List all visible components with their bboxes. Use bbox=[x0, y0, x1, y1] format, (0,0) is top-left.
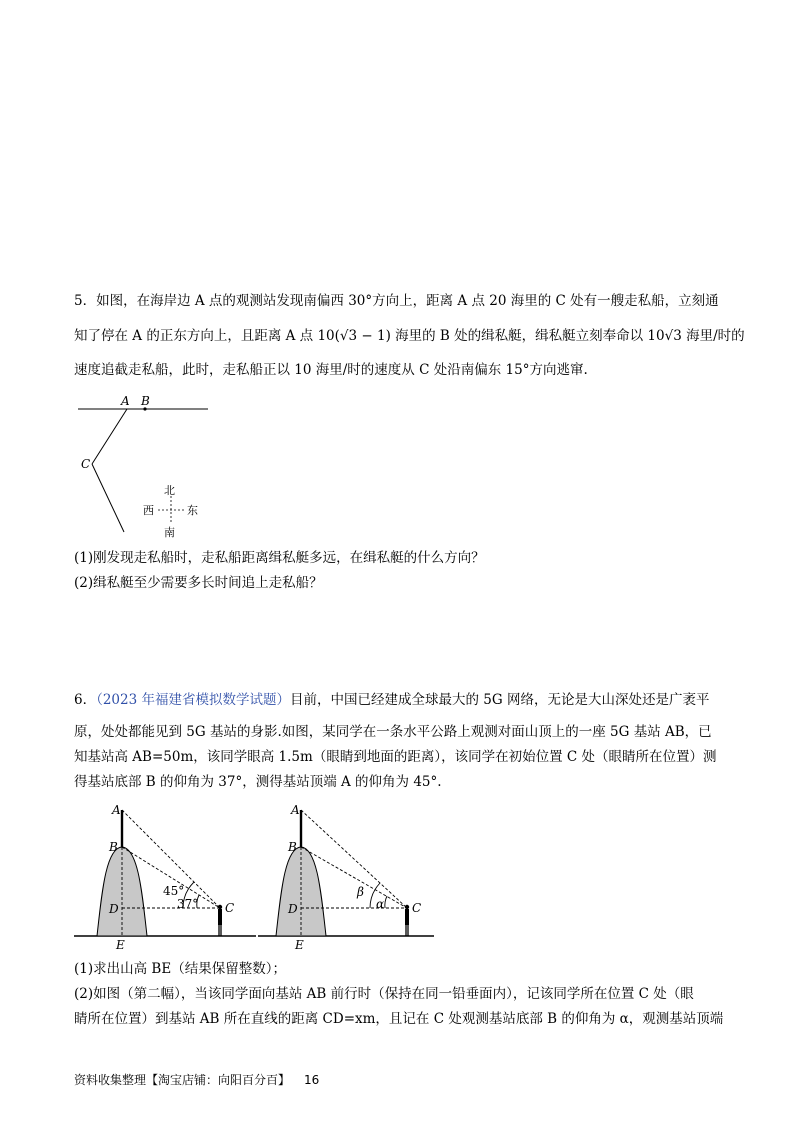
q6-figure-2 bbox=[252, 796, 442, 952]
fig1-label-b: B bbox=[109, 840, 118, 854]
q6-source: （2023 年福建省模拟数学试题） bbox=[96, 692, 290, 708]
q6-sub-2-line-2: 睛所在位置）到基站 AB 所在直线的距离 CD=xm，且记在 C 处观测基站底部 B 的仰角为 α，观测基站顶端 bbox=[74, 1011, 724, 1027]
q6-sub-2-line-1: (2)如图（第二幅），当该同学面向基站 AB 前行时（保持在同一铅垂面内），记该同学所在位置 C 处（眼 bbox=[74, 986, 694, 1002]
fig2-label-d: D bbox=[288, 902, 298, 916]
q5-line-1: 5．如图，在海岸边 A 点的观测站发现南偏西 30°方向上，距离 A 点 20 海里的 C 处有一艘走私船，立刻通 bbox=[74, 293, 719, 309]
fig1-angle-37: 37° bbox=[177, 897, 199, 911]
compass-east: 东 bbox=[187, 504, 198, 517]
q6-sub-1: (1)求出山高 BE（结果保留整数）； bbox=[74, 961, 286, 977]
person-icon bbox=[405, 905, 409, 936]
compass-north: 北 bbox=[164, 484, 175, 497]
compass-west: 西 bbox=[143, 504, 154, 517]
fig2-label-b: B bbox=[288, 840, 297, 854]
q5-label-c: C bbox=[81, 457, 91, 471]
q5-sub-1: (1)刚发现走私船时，走私船距离缉私艇多远，在缉私艇的什么方向？ bbox=[74, 550, 485, 566]
fig1-label-d: D bbox=[109, 902, 119, 916]
q6-line-1 bbox=[74, 691, 709, 709]
fig2-angle-alpha: α bbox=[376, 897, 385, 911]
q6-line-4: 得基站底部 B 的仰角为 37°，测得基站顶端 A 的仰角为 45°. bbox=[74, 774, 442, 790]
q5-line-3: 速度追截走私船，此时，走私船正以 10 海里/时的速度从 C 处沿南偏东 15°方向逃窜. bbox=[74, 362, 588, 378]
fig1-label-e: E bbox=[116, 938, 125, 952]
fig2-label-a: A bbox=[291, 803, 300, 817]
footer-text: 资料收集整理【淘宝店铺：向阳百分百】 bbox=[74, 1073, 291, 1087]
fig2-label-c: C bbox=[412, 901, 422, 915]
q5-figure bbox=[70, 390, 230, 540]
compass-south: 南 bbox=[164, 526, 175, 539]
q6-line-1-text: 目前，中国已经建成全球最大的 5G 网络，无论是大山深处还是广袤平 bbox=[290, 692, 710, 708]
q5-sub-2: (2)缉私艇至少需要多长时间追上走私船？ bbox=[74, 575, 323, 591]
q6-figure-1 bbox=[70, 796, 260, 952]
q5-line-2: 知了停在 A 的正东方向上，且距离 A 点 10(√3 − 1) 海里的 B 处的缉私艇，缉私艇立刻奉命以 10√3 海里/时的 bbox=[74, 328, 745, 344]
compass-rose bbox=[143, 484, 198, 539]
page-footer bbox=[74, 1071, 319, 1088]
fig2-angle-beta: β bbox=[357, 885, 364, 899]
q5-label-b: B bbox=[141, 394, 150, 408]
q6-line-3: 知基站高 AB=50m，该同学眼高 1.5m（眼睛到地面的距离），该同学在初始位置 C 处（眼睛所在位置）测 bbox=[74, 749, 717, 765]
page-number: 16 bbox=[304, 1073, 320, 1087]
q5-label-a: A bbox=[121, 394, 130, 408]
fig1-label-c: C bbox=[225, 901, 235, 915]
q6-line-2: 原，处处都能见到 5G 基站的身影.如图，某同学在一条水平公路上观测对面山顶上的一座 5G 基站 AB，已 bbox=[74, 724, 712, 740]
fig1-label-a: A bbox=[112, 803, 121, 817]
person-icon bbox=[218, 905, 222, 936]
fig1-angle-45: 45° bbox=[163, 884, 185, 898]
q6-number: 6． bbox=[74, 692, 97, 708]
fig2-label-e: E bbox=[295, 938, 304, 952]
